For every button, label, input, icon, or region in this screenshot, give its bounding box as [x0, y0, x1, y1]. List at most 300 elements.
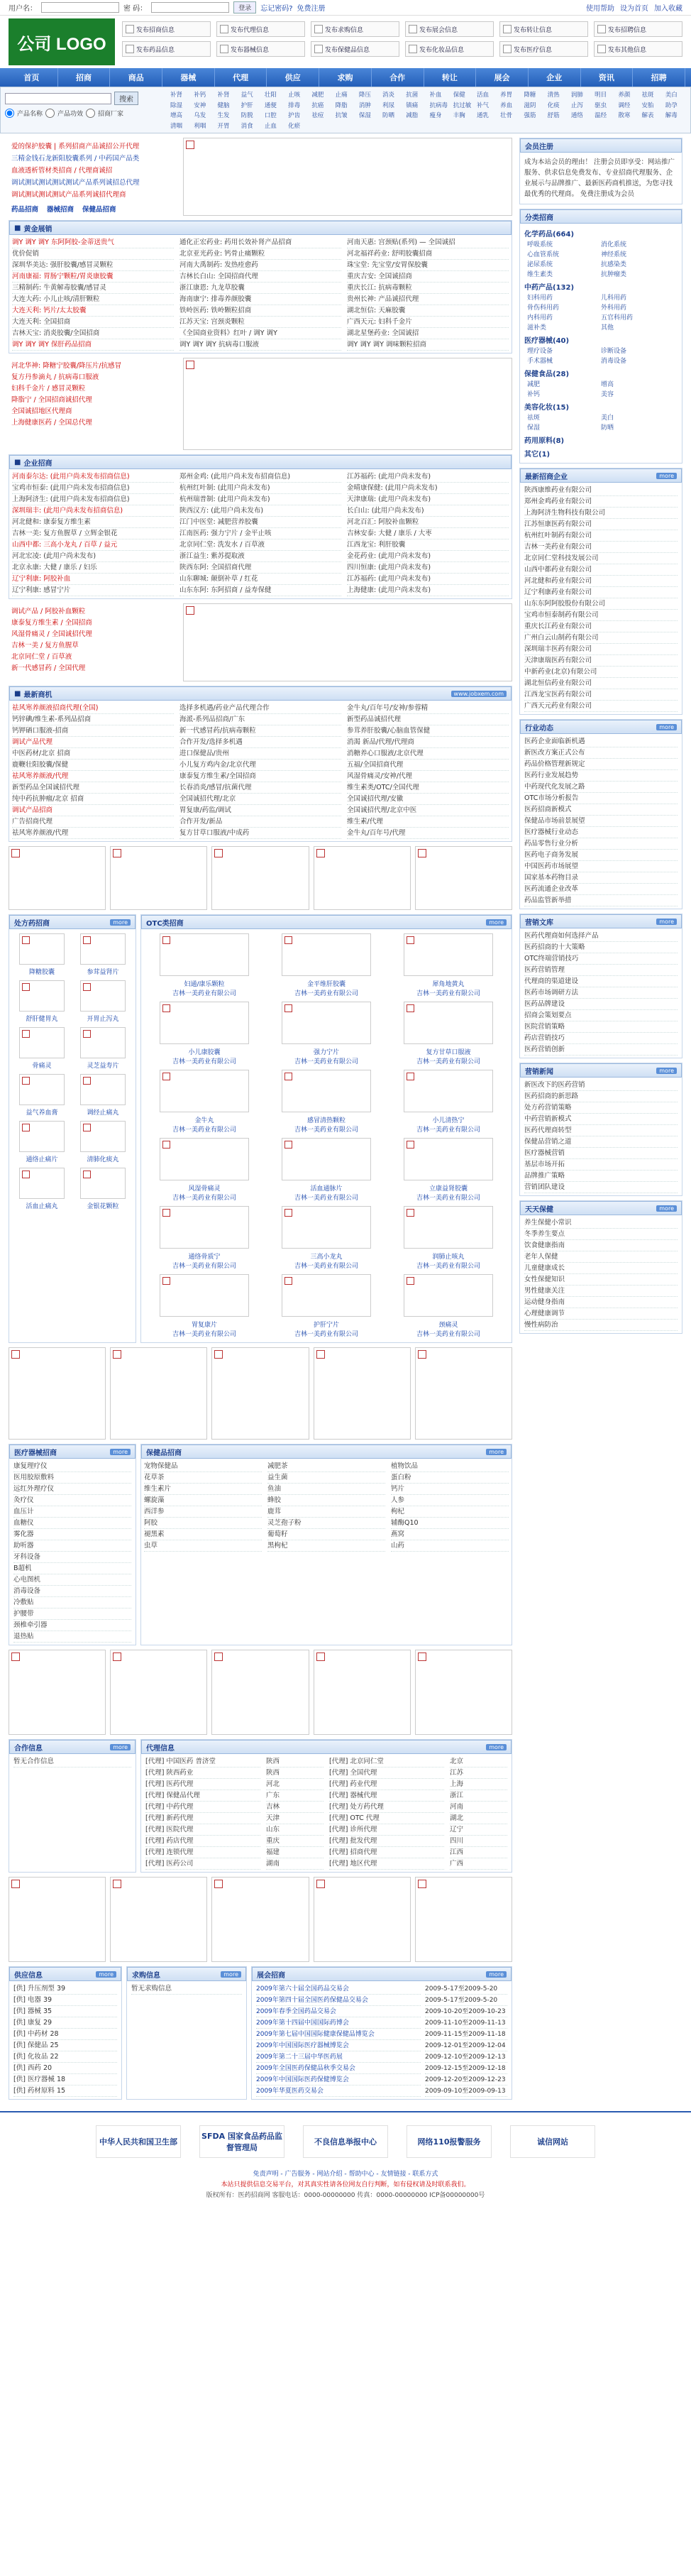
list-item[interactable]: 调Y 调Y 调Y 保肝药品招商: [12, 339, 174, 351]
ad-tile[interactable]: [314, 1650, 411, 1735]
category-link[interactable]: 骨伤科用药: [527, 305, 560, 312]
list-item[interactable]: 江苏恒康医药有限公司: [524, 519, 678, 530]
list-item[interactable]: 五福/全国招商代理: [347, 760, 509, 771]
list-item[interactable]: 重庆长江药业有限公司: [524, 621, 678, 632]
otc-product[interactable]: [145, 1002, 263, 1065]
keyword-link[interactable]: 减脂: [406, 112, 419, 119]
otc-product[interactable]: [389, 1002, 507, 1065]
ad-tile[interactable]: [9, 1347, 106, 1440]
agent-cell[interactable]: [代理] 处方药代理: [329, 1802, 444, 1813]
list-item[interactable]: 新医改方案正式公布: [524, 747, 678, 759]
keyword-link[interactable]: 补气: [476, 102, 489, 109]
ad-tile[interactable]: [415, 1877, 512, 1962]
nav-item[interactable]: 首页: [6, 68, 58, 87]
footer-logo[interactable]: 网络110报警服务: [407, 2125, 492, 2158]
list-item[interactable]: [供] 保健品 25: [13, 2040, 117, 2051]
list-item[interactable]: 雾化器: [13, 1529, 131, 1540]
list-item[interactable]: 医药市场调研方法: [524, 987, 678, 999]
list-item[interactable]: 吉林安泰: 大健 / 康乐 / 大枣: [347, 528, 509, 539]
expo-cell[interactable]: 2009年第十四届中国国际药博会: [256, 2017, 421, 2029]
list-item[interactable]: 医药代理商如何选择产品: [524, 931, 678, 942]
ad-tile[interactable]: [110, 1877, 207, 1962]
list-item[interactable]: 陕西汉方: (此用户尚未发布): [179, 505, 341, 517]
list-item[interactable]: 吉林天宝: 消炎胶囊/全国招商: [12, 328, 174, 339]
ad-tile[interactable]: [415, 1650, 512, 1735]
more-button[interactable]: more: [110, 1449, 131, 1455]
expo-cell[interactable]: 2009年第七届中国国际健康保健品博览会: [256, 2029, 421, 2040]
keyword-link[interactable]: 助孕: [665, 102, 678, 109]
rx-product[interactable]: [74, 1074, 131, 1117]
footer-logo[interactable]: SFDA 国家食品药品监督管理局: [199, 2125, 284, 2158]
list-item[interactable]: [供] 药材原料 15: [13, 2086, 117, 2097]
list-item[interactable]: 郑州金鸡: (此用户尚未发布招商信息): [179, 471, 341, 483]
keyword-link[interactable]: 排毒: [288, 102, 301, 109]
rx-product[interactable]: [13, 933, 70, 976]
list-item[interactable]: 医药招商的十大策略: [524, 942, 678, 953]
search-button[interactable]: 搜索: [114, 92, 138, 105]
list-item[interactable]: [供] 医疗器械 18: [13, 2074, 117, 2086]
rx-product[interactable]: [74, 1027, 131, 1070]
list-item[interactable]: 医用胶原敷料: [13, 1472, 131, 1484]
list-item[interactable]: 重庆长江: 抗病毒颗粒: [347, 283, 509, 294]
list-item[interactable]: 选择多机遇/药业产品代理合作: [179, 703, 341, 714]
list-item[interactable]: 辽宁利康: 阿胶补血: [12, 574, 174, 585]
list-item[interactable]: 医疗器械行业动态: [524, 827, 678, 838]
agent-cell[interactable]: [代理] 陕西药业: [145, 1767, 260, 1779]
otc-product[interactable]: [389, 1070, 507, 1134]
ad-tile[interactable]: [110, 1650, 207, 1735]
list-item[interactable]: 北京永康: 大健 / 康乐 / 妇乐: [12, 562, 174, 574]
list-item[interactable]: 葡萄籽: [267, 1529, 385, 1540]
ad-tile[interactable]: [415, 846, 512, 910]
keyword-link[interactable]: 利尿: [382, 102, 395, 109]
username-input[interactable]: [41, 2, 119, 13]
quick-post-button[interactable]: [311, 21, 399, 37]
list-item[interactable]: 医药品牌建设: [524, 999, 678, 1010]
keyword-link[interactable]: 补肾: [217, 92, 230, 99]
keyword-link[interactable]: 养血: [500, 102, 513, 109]
keyword-link[interactable]: 健脑: [217, 102, 230, 109]
promo-line[interactable]: 爱的保护胶囊 | 系列招商产品诚招公开代理: [11, 143, 140, 150]
category-link[interactable]: 妇科用药: [527, 295, 553, 302]
agent-cell[interactable]: [代理] 医药公司: [145, 1858, 260, 1870]
list-item[interactable]: 山西中都: 三高小龙丸 / 百草 / 益元: [12, 539, 174, 551]
category-link[interactable]: 五官科用药: [601, 314, 634, 322]
register-link[interactable]: 免费注册: [297, 5, 326, 13]
nav-item[interactable]: 企业: [529, 68, 581, 87]
list-item[interactable]: 优价促销: [12, 248, 174, 260]
list-item[interactable]: 灵芝孢子粉: [267, 1518, 385, 1529]
list-item[interactable]: 上海阿济生物科技有限公司: [524, 508, 678, 519]
keyword-link[interactable]: 丰胸: [453, 112, 465, 119]
quick-post-button[interactable]: [122, 21, 211, 37]
list-item[interactable]: 鹿鞭壮阳胶囊/保健: [12, 760, 174, 771]
list-item[interactable]: 药店营销技巧: [524, 1033, 678, 1044]
keyword-link[interactable]: 安神: [194, 102, 206, 109]
list-item[interactable]: 小儿复方鸡内金/北京代理: [179, 760, 341, 771]
keyword-link[interactable]: 止血: [264, 122, 277, 130]
list-item[interactable]: 长春消炎/感冒/抗菌代理: [179, 782, 341, 794]
keyword-link[interactable]: 明目: [595, 92, 607, 99]
expo-cell[interactable]: 2009年第四十届全国医药保健品交易会: [256, 1995, 421, 2006]
nav-item[interactable]: 器械: [162, 68, 215, 87]
keyword-link[interactable]: 瘦身: [429, 112, 442, 119]
category-link[interactable]: 其他: [601, 324, 614, 331]
keyword-link[interactable]: 解毒: [665, 112, 678, 119]
expo-cell[interactable]: 2009年全国医药保健品秋季交易会: [256, 2063, 421, 2074]
list-item[interactable]: 蛋白粉: [391, 1472, 509, 1484]
otc-product[interactable]: [145, 933, 263, 997]
list-item[interactable]: 金牛丸/百年号/安神/参蓉精: [347, 703, 509, 714]
list-item[interactable]: 新型药品全国诚招代理: [12, 782, 174, 794]
list-item[interactable]: 调试产品招商: [12, 805, 174, 816]
list-item[interactable]: 大连天利: 全国招商: [12, 317, 174, 328]
more-button[interactable]: more: [656, 1205, 677, 1212]
list-item[interactable]: [供] 器械 35: [13, 2006, 117, 2017]
list-item[interactable]: 河北健和药业有限公司: [524, 576, 678, 587]
list-item[interactable]: 山东东阿: 东阿招商 / 益寿保健: [179, 585, 341, 596]
keyword-link[interactable]: 化瘀: [288, 122, 301, 130]
quick-post-button[interactable]: [499, 41, 588, 57]
expo-cell[interactable]: 2009年华夏医药交易会: [256, 2086, 421, 2097]
expo-cell[interactable]: 2009年中国国际医药保健博览会: [256, 2074, 421, 2086]
list-item[interactable]: 钙片: [391, 1484, 509, 1495]
list-item[interactable]: 金花药业: (此用户尚未发布): [347, 551, 509, 562]
quick-post-button[interactable]: [499, 21, 588, 37]
keyword-link[interactable]: 乌发: [194, 112, 206, 119]
category-link[interactable]: 诊断设备: [601, 348, 627, 355]
category-link[interactable]: 泌尿系统: [527, 261, 553, 268]
list-item[interactable]: 阿胶: [144, 1518, 262, 1529]
list-item[interactable]: 全国诚招代理/安徽: [347, 794, 509, 805]
nav-item[interactable]: 资讯: [581, 68, 634, 87]
keyword-link[interactable]: 化痰: [547, 102, 560, 109]
more-button[interactable]: more: [110, 1744, 131, 1750]
more-button[interactable]: more: [486, 1971, 507, 1978]
category-header[interactable]: [520, 400, 682, 413]
agent-cell[interactable]: [代理] 诊所代理: [329, 1824, 444, 1836]
list-item[interactable]: 中医药材/北京 招商: [12, 748, 174, 760]
list-item[interactable]: 消毒设备: [13, 1586, 131, 1597]
list-item[interactable]: 中药现代化发展之路: [524, 782, 678, 793]
list-item[interactable]: 鱼油: [267, 1484, 385, 1495]
list-item[interactable]: OTC终端营销技巧: [524, 953, 678, 965]
opt-name-radio[interactable]: [5, 109, 14, 118]
keyword-link[interactable]: 温经: [595, 112, 607, 119]
keyword-link[interactable]: 降脂: [335, 102, 348, 109]
otc-product[interactable]: [145, 1206, 263, 1270]
list-item[interactable]: 冬季养生要点: [524, 1229, 678, 1240]
category-header[interactable]: [520, 226, 682, 240]
list-item[interactable]: 山西中都药业有限公司: [524, 564, 678, 576]
list-item[interactable]: 金牛丸/百年号/代理: [347, 828, 509, 839]
list-item[interactable]: 浙江康恩: 九龙草胶囊: [179, 283, 341, 294]
quick-post-button[interactable]: [405, 41, 494, 57]
list-item[interactable]: 参茸养肝胶囊/心脑血管保健: [347, 725, 509, 737]
list-item[interactable]: 医药营销创新: [524, 1044, 678, 1056]
list-item[interactable]: 男性健康关注: [524, 1286, 678, 1297]
list-item[interactable]: 辽宁利康药业有限公司: [524, 587, 678, 598]
list-item[interactable]: 陕西东阿: 全国招商代理: [179, 562, 341, 574]
list-item[interactable]: 深圳瑞丰: (此用户尚未发布招商信息): [12, 505, 174, 517]
keyword-link[interactable]: 保湿: [358, 112, 371, 119]
list-item[interactable]: 吉林长白山: 全国招商代理: [179, 271, 341, 283]
list-item[interactable]: 护腰带: [13, 1608, 131, 1620]
keyword-link[interactable]: 口腔: [264, 112, 277, 119]
otc-product[interactable]: [145, 1070, 263, 1134]
list-item[interactable]: 饮食健康指南: [524, 1240, 678, 1251]
rx-product[interactable]: [13, 1074, 70, 1117]
category-link[interactable]: 补钙: [527, 391, 541, 398]
keyword-link[interactable]: 开胃: [217, 122, 230, 130]
list-item[interactable]: 心电图机: [13, 1574, 131, 1586]
ad-tile[interactable]: [9, 1650, 106, 1735]
list-item[interactable]: 上海阿济生: (此用户尚未发布招商信息): [12, 494, 174, 505]
list-item[interactable]: 中药营销新模式: [524, 1114, 678, 1125]
list-item[interactable]: 河南康福: 胃肠宁颗粒/胃炎康胶囊: [12, 271, 174, 283]
quick-post-button[interactable]: [122, 41, 211, 57]
list-item[interactable]: 河北福祥药业: 舒明胶囊招商: [347, 248, 509, 260]
list-item[interactable]: 江苏福药: (此用户尚未发布): [347, 471, 509, 483]
list-item[interactable]: 女性保健知识: [524, 1274, 678, 1286]
ad-tile[interactable]: [9, 1877, 106, 1962]
nav-item[interactable]: 招聘: [633, 68, 685, 87]
nav-item[interactable]: 代理: [215, 68, 267, 87]
keyword-link[interactable]: 强筋: [524, 112, 536, 119]
keyword-link[interactable]: 止泻: [570, 102, 583, 109]
list-item[interactable]: 医药招商的新思路: [524, 1091, 678, 1102]
list-item[interactable]: 营销团队建设: [524, 1182, 678, 1193]
list-item[interactable]: 山药: [391, 1540, 509, 1552]
otc-product[interactable]: [267, 1274, 385, 1338]
list-item[interactable]: 纯中药抗肿瘤/北京 招商: [12, 794, 174, 805]
category-link[interactable]: 抗肿瘤类: [601, 271, 627, 278]
list-item[interactable]: 湖北恒信药业有限公司: [524, 678, 678, 689]
list-item[interactable]: 铁岭医药: 铁岭颗粒招商: [179, 305, 341, 317]
keyword-link[interactable]: 补血: [429, 92, 442, 99]
keyword-link[interactable]: 消肿: [358, 102, 371, 109]
more-button[interactable]: more: [656, 1068, 677, 1074]
agent-cell[interactable]: [代理] 批发代理: [329, 1836, 444, 1847]
keyword-link[interactable]: 抗皱: [335, 112, 348, 119]
keyword-link[interactable]: 除湿: [170, 102, 183, 109]
category-header[interactable]: [520, 280, 682, 293]
list-item[interactable]: [供] 电器 39: [13, 1995, 117, 2006]
quick-post-button[interactable]: [405, 21, 494, 37]
keyword-link[interactable]: 止咳: [288, 92, 301, 99]
login-button[interactable]: 登录: [233, 1, 256, 13]
list-item[interactable]: 《全国商业资料》红叶 / 调Y 调Y: [179, 328, 341, 339]
quick-post-button[interactable]: [311, 41, 399, 57]
list-item[interactable]: 牙科设备: [13, 1552, 131, 1563]
list-item[interactable]: 血糖仪: [13, 1518, 131, 1529]
otc-product[interactable]: [267, 933, 385, 997]
footer-logo[interactable]: 不良信息举报中心: [303, 2125, 388, 2158]
list-item[interactable]: 辅酶Q10: [391, 1518, 509, 1529]
category-header[interactable]: [520, 366, 682, 380]
keyword-link[interactable]: 补钙: [194, 92, 206, 99]
category-link[interactable]: 滋补类: [527, 324, 547, 331]
ad-tile[interactable]: [415, 1347, 512, 1440]
list-item[interactable]: 祛风寒养颜液招商代理(全国): [12, 703, 174, 714]
keyword-link[interactable]: 驱虫: [595, 102, 607, 109]
list-item[interactable]: 基层市场开拓: [524, 1159, 678, 1171]
list-item[interactable]: 颈椎牵引器: [13, 1620, 131, 1631]
list-item[interactable]: 燕窝: [391, 1529, 509, 1540]
list-item[interactable]: 新一代感冒药/抗病毒颗粒: [179, 725, 341, 737]
list-item[interactable]: [供] 升压剂型 39: [13, 1983, 117, 1995]
list-item[interactable]: 维生素片: [144, 1484, 262, 1495]
footer-logo[interactable]: 中华人民共和国卫生部: [96, 2125, 181, 2158]
ad-tile[interactable]: [211, 846, 309, 910]
list-item[interactable]: 郑州金鸡药业有限公司: [524, 496, 678, 508]
keyword-link[interactable]: 美白: [665, 92, 678, 99]
banner-ad[interactable]: [183, 138, 512, 216]
keyword-link[interactable]: 通乳: [476, 112, 489, 119]
list-item[interactable]: 康泰复方维生素/全国招商: [179, 771, 341, 782]
otc-product[interactable]: [389, 1138, 507, 1202]
list-item[interactable]: 长白山: (此用户尚未发布): [347, 505, 509, 517]
list-item[interactable]: 祛风寒养颜液/代理: [12, 828, 174, 839]
keyword-link[interactable]: 祛斑: [641, 92, 654, 99]
rx-product[interactable]: [13, 1121, 70, 1163]
list-item[interactable]: 维生素类/OTC/全国代理: [347, 782, 509, 794]
list-item[interactable]: 海派-系列品招商/广东: [179, 714, 341, 725]
list-item[interactable]: 退热贴: [13, 1631, 131, 1643]
list-item[interactable]: 杭州红叶制药有限公司: [524, 530, 678, 542]
keyword-link[interactable]: 消炎: [382, 92, 395, 99]
nav-item[interactable]: 商品: [110, 68, 162, 87]
list-item[interactable]: 通化正宏药业: 药用长效补肾产品招商: [179, 237, 341, 248]
list-item[interactable]: 消糖养心口服液/北京代理: [347, 748, 509, 760]
list-item[interactable]: 西洋参: [144, 1506, 262, 1518]
keyword-link[interactable]: 生发: [217, 112, 230, 119]
otc-product[interactable]: [389, 933, 507, 997]
list-item[interactable]: 维生素/代理: [347, 816, 509, 828]
keyword-link[interactable]: 保健: [453, 92, 465, 99]
otc-product[interactable]: [267, 1002, 385, 1065]
list-item[interactable]: 全国诚招代理/北京: [179, 794, 341, 805]
list-item[interactable]: 陕西康维药业有限公司: [524, 485, 678, 496]
agent-cell[interactable]: [代理] 全国代理: [329, 1767, 444, 1779]
list-item[interactable]: 江西龙宝医药有限公司: [524, 689, 678, 701]
more-button[interactable]: more: [656, 919, 677, 925]
list-item[interactable]: 宝鸡市恒泰: (此用户尚未发布招商信息): [12, 483, 174, 494]
more-button[interactable]: more: [110, 919, 131, 926]
list-item[interactable]: 贵州长神: 产品诚招代理: [347, 294, 509, 305]
list-item[interactable]: 三精制药: 牛黄解毒胶囊/感冒灵: [12, 283, 174, 294]
forget-link[interactable]: 忘记密码?: [260, 5, 293, 13]
category-link[interactable]: 手术器械: [527, 358, 553, 365]
list-item[interactable]: 杭州瑞普制: (此用户尚未发布): [179, 494, 341, 505]
footer-links[interactable]: 免责声明 - 广告服务 - 网站介绍 - 帮助中心 - 友情链接 - 联系方式: [253, 2171, 438, 2178]
keyword-link[interactable]: 减肥: [311, 92, 324, 99]
category-link[interactable]: 心血管系统: [527, 251, 560, 258]
keyword-link[interactable]: 解表: [641, 112, 654, 119]
more-button[interactable]: more: [486, 1744, 507, 1750]
keyword-link[interactable]: 壮骨: [500, 112, 513, 119]
list-item[interactable]: 江门中医堂: 减肥营养胶囊: [179, 517, 341, 528]
otc-product[interactable]: [145, 1138, 263, 1202]
list-item[interactable]: 河南天惠: 宫颈贴(系列) — 全国诚招: [347, 237, 509, 248]
quick-post-button[interactable]: [216, 21, 305, 37]
list-item[interactable]: 新型药品诚招代理: [347, 714, 509, 725]
ad-tile[interactable]: [314, 1347, 411, 1440]
more-button[interactable]: more: [486, 1449, 507, 1455]
favorite-link[interactable]: 加入收藏: [654, 5, 682, 13]
category-link[interactable]: 减肥: [527, 381, 541, 388]
list-item[interactable]: 花草茶: [144, 1472, 262, 1484]
keyword-link[interactable]: 抗病毒: [429, 102, 448, 109]
list-item[interactable]: 蜂胶: [267, 1495, 385, 1506]
agent-cell[interactable]: [代理] 医院代理: [145, 1824, 260, 1836]
category-link[interactable]: 内科用药: [527, 314, 553, 322]
list-item[interactable]: 医药代理商转型: [524, 1125, 678, 1136]
list-item[interactable]: [供] 西药 20: [13, 2063, 117, 2074]
category-link[interactable]: 理疗设备: [527, 348, 553, 355]
list-item[interactable]: 调Y 调Y 调Y 抗病毒口服液: [179, 339, 341, 351]
quick-post-button[interactable]: [594, 41, 682, 57]
footer-logo[interactable]: 诚信网站: [510, 2125, 595, 2158]
search-input[interactable]: [5, 93, 111, 104]
keyword-link[interactable]: 消食: [241, 122, 253, 130]
nav-item[interactable]: 招商: [58, 68, 111, 87]
category-link[interactable]: 保湿: [527, 424, 541, 432]
list-item[interactable]: 新医改下的医药营销: [524, 1080, 678, 1091]
keyword-link[interactable]: 润肺: [570, 92, 583, 99]
list-item[interactable]: 调试产品代理: [12, 737, 174, 748]
list-item[interactable]: 宝鸡市恒泰制药有限公司: [524, 610, 678, 621]
opt-maker-radio[interactable]: [86, 109, 95, 118]
list-item[interactable]: 金晴康保健: (此用户尚未发布): [347, 483, 509, 494]
list-item[interactable]: 助听器: [13, 1540, 131, 1552]
otc-product[interactable]: [267, 1070, 385, 1134]
expo-cell[interactable]: 2009年春季全国药品交易会: [256, 2006, 421, 2017]
list-item[interactable]: 合作开发/选择多机遇: [179, 737, 341, 748]
homepage-link[interactable]: 设为首页: [620, 5, 648, 13]
keyword-link[interactable]: 通便: [264, 102, 277, 109]
list-item[interactable]: 康复理疗仪: [13, 1461, 131, 1472]
list-item[interactable]: 江西龙宝: 利肝胶囊: [347, 539, 509, 551]
list-item[interactable]: 杭州红叶制: (此用户尚未发布): [179, 483, 341, 494]
promo-line[interactable]: 调试测试测试测试产品系列诚招代理商: [11, 191, 126, 199]
keyword-link[interactable]: 散寒: [618, 112, 631, 119]
keyword-link[interactable]: 滋阴: [524, 102, 536, 109]
list-item[interactable]: 调Y 调Y 调Y 东阿阿胶-金蒂送贵气: [12, 237, 174, 248]
list-item[interactable]: 河北百汇: 阿胶补血颗粒: [347, 517, 509, 528]
list-item[interactable]: 深圳华美达: 强肝胶囊/感冒灵颗粒: [12, 260, 174, 271]
list-item[interactable]: 代理商的渠道建设: [524, 976, 678, 987]
agent-cell[interactable]: [代理] 新药代理: [145, 1813, 260, 1824]
more-button[interactable]: more: [656, 724, 677, 730]
promo-line[interactable]: 调试测试测试测试测试产品系列诚招总代理: [11, 179, 140, 187]
list-item[interactable]: 合作开发/新品: [179, 816, 341, 828]
ad-tile[interactable]: [314, 1877, 411, 1962]
promo-col[interactable]: 保健品招商: [82, 206, 116, 214]
banner-ad-2[interactable]: [183, 358, 512, 450]
list-item[interactable]: 养生保健小常识: [524, 1217, 678, 1229]
rx-product[interactable]: [74, 980, 131, 1023]
more-button[interactable]: more: [221, 1971, 241, 1978]
list-item[interactable]: 海南康宁: 排毒养颜胶囊: [179, 294, 341, 305]
list-item[interactable]: OTC市场分析报告: [524, 793, 678, 804]
keyword-link[interactable]: 通络: [570, 112, 583, 119]
list-item[interactable]: 钙锌碘/维生素-系列品招商: [12, 714, 174, 725]
list-item[interactable]: 广告招商代理: [12, 816, 174, 828]
ad-tile[interactable]: [211, 1347, 309, 1440]
expo-cell[interactable]: 2009年中国国际医疗器械博览会: [256, 2040, 421, 2051]
rx-product[interactable]: [13, 1168, 70, 1210]
